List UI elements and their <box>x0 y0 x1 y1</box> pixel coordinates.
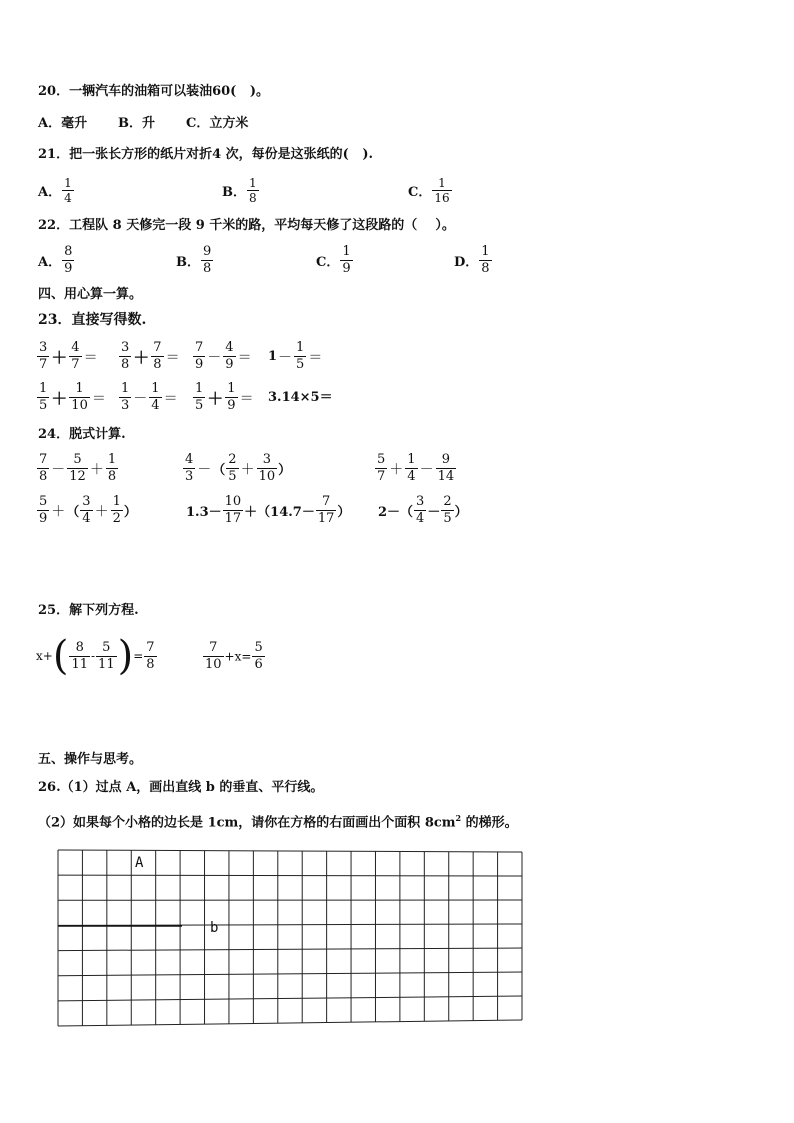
q22-option-a: A． $\frac{8}{9}$ <box>38 244 73 276</box>
grid-line <box>58 948 522 951</box>
q23-expr-4: 1－ $\frac{1}{5}$ ＝ <box>268 340 323 372</box>
q23-expr-2: $\frac{3}{8}$ ＋ $\frac{7}{8}$ ＝ <box>121 340 180 372</box>
q24-expr-4: $\frac{5}{9}$ ＋（ $\frac{3}{4}$ ＋ $\frac{1}{2}$ ） <box>39 494 137 526</box>
q21-option-c: C． $\frac{1}{16}$ <box>408 176 450 205</box>
grid-line <box>58 972 522 976</box>
section-5-heading: 五、操作与思考。 <box>38 752 143 767</box>
q22-option-c: C． $\frac{1}{9}$ <box>316 244 351 276</box>
q25-title: 25．解下列方程. <box>38 603 139 618</box>
q20-option-c: C．立方米 <box>186 116 249 131</box>
q20-option-b: B．升 <box>118 116 155 131</box>
q24-expr-3: $\frac{5}{7}$ ＋ $\frac{1}{4}$ － $\frac{9}{14}$ <box>377 452 455 484</box>
q23-expr-1: $\frac{3}{7}$ ＋ $\frac{4}{7}$ ＝ <box>39 340 98 372</box>
q23-expr-8: 3.14×5＝ <box>268 390 333 405</box>
q24-expr-2: $\frac{4}{3}$ －（ $\frac{2}{5}$ ＋ $\frac{3}{10}$ ） <box>185 452 292 484</box>
q22-option-d: D． $\frac{1}{8}$ <box>454 244 490 276</box>
q25-equation-1: x+( $\frac{8}{11}$ - $\frac{5}{11}$ )= $\frac{7}{8}$ <box>36 633 155 679</box>
grid-line <box>58 996 522 1001</box>
q22-option-b: B． $\frac{9}{8}$ <box>176 244 212 276</box>
q26-part-2: （2）如果每个小格的边长是 1cm，请你在方格的右面画出个面积 $8cm^2$ 的梯形。 <box>38 813 518 831</box>
q23-title: 23．直接写得数. <box>38 312 147 328</box>
q23-expr-3: $\frac{7}{9}$ － $\frac{4}{9}$ ＝ <box>195 340 252 372</box>
q26-part-1: 26.（1）过点 A，画出直线 b 的垂直、平行线。 <box>38 780 324 795</box>
q25-equation-2: $\frac{7}{10}$ +x= $\frac{5}{6}$ <box>205 640 263 672</box>
q23-expr-7: $\frac{1}{5}$ ＋ $\frac{1}{9}$ ＝ <box>195 381 254 413</box>
q21-stem: 21．把一张长方形的纸片对折4 次，每份是这张纸的( ). <box>38 147 374 162</box>
q20-option-a: A．毫升 <box>38 116 88 131</box>
q24-expr-5: 1.3－ $\frac{10}{17}$ ＋（14.7－ $\frac{7}{17}$ ） <box>186 494 351 526</box>
q21-option-a: A． $\frac{1}{4}$ <box>38 176 72 205</box>
q24-title: 24．脱式计算. <box>38 427 126 442</box>
point-a-label: A <box>135 855 144 871</box>
grid-line <box>58 850 522 852</box>
q21-option-b: B． $\frac{1}{8}$ <box>222 176 257 205</box>
square-grid <box>56 848 526 1028</box>
grid-line <box>58 1020 522 1026</box>
line-b-label: b <box>210 920 219 936</box>
grid-line <box>58 875 522 876</box>
q24-expr-1: $\frac{7}{8}$ － $\frac{5}{12}$ ＋ $\frac{1}{8}$ <box>39 452 117 484</box>
q23-expr-5: $\frac{1}{5}$ ＋ $\frac{1}{10}$ ＝ <box>39 381 106 413</box>
q22-stem: 22．工程队 8 天修完一段 9 千米的路，平均每天修了这段路的（ ）。 <box>38 218 455 233</box>
q20-stem: 20．一辆汽车的油箱可以装油60( )。 <box>38 84 270 99</box>
q23-expr-6: $\frac{1}{3}$ － $\frac{1}{4}$ ＝ <box>121 381 178 413</box>
section-4-heading: 四、用心算一算。 <box>38 287 143 302</box>
q24-expr-6: 2－（ $\frac{3}{4}$ － $\frac{2}{5}$ ） <box>378 494 468 526</box>
